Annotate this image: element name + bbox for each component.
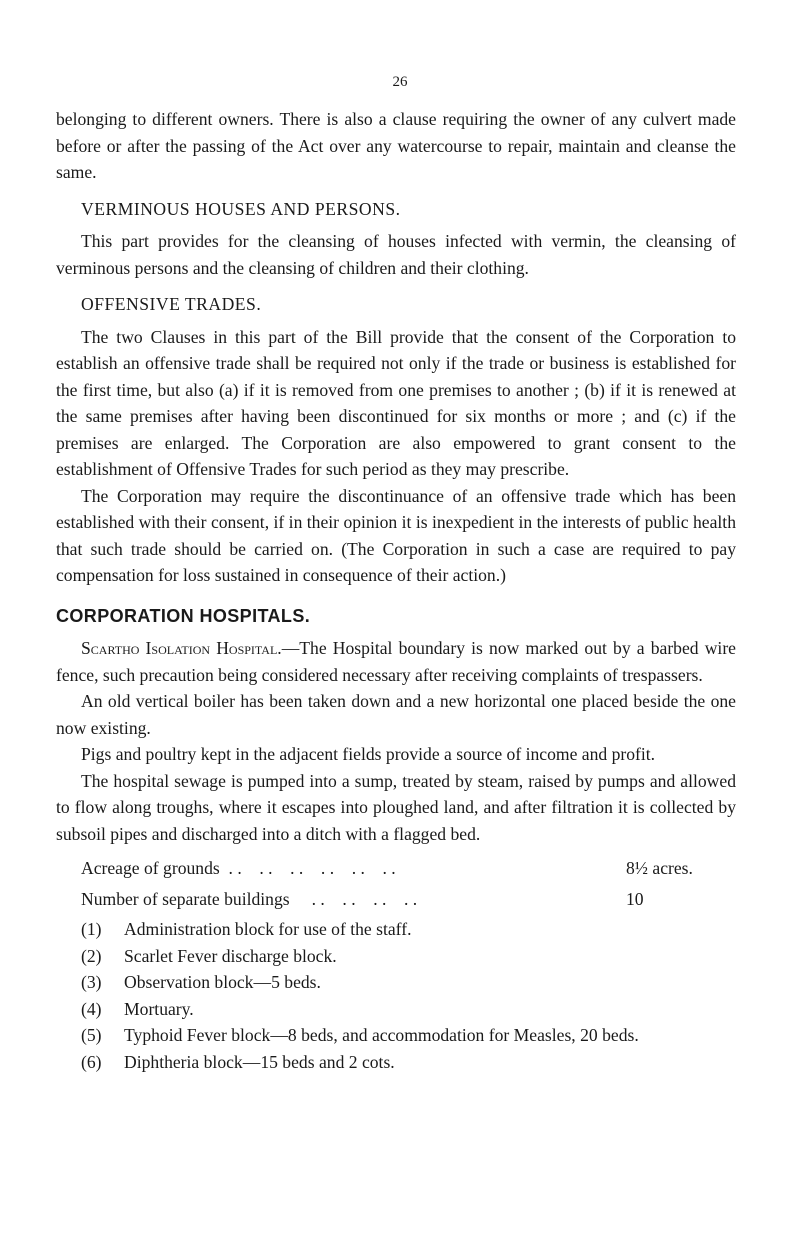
list-number: (1) bbox=[81, 919, 102, 939]
paragraph-boiler: An old vertical boiler has been taken down and a new horizontal one placed beside the one now existing. bbox=[56, 691, 736, 738]
list-number: (4) bbox=[81, 998, 102, 1019]
paragraph-offensive-consent: The two Clauses in this part of the Bill provide that the consent of the Corporation to establish an offensive trade shall be required not only if the trade or business is established for the first time, but also (a) if it is removed from one premises to another ; (b) if it is renewed at the same premises after having been discontinued for six months or more ; and (c) if the premises are enlarged. The Corporation are also empowered to grant consent to the establishment of Offensive Trades for such period as they may prescribe. bbox=[56, 326, 736, 479]
stat-value: 10 bbox=[626, 888, 644, 909]
page-number: 26 bbox=[392, 74, 408, 90]
list-number: (5) bbox=[81, 1025, 102, 1045]
paragraph-pigs-poultry: Pigs and poultry kept in the adjacent fields provide a source of income and profit. bbox=[81, 744, 656, 764]
page-content bbox=[56, 106, 736, 1075]
hospital-boundary-text: —The Hospital boundary is now marked out by a barbed wire fence, such precaution being considered necessary after receiving complaints of trespassers. bbox=[56, 638, 736, 685]
list-text: Mortuary. bbox=[124, 998, 194, 1019]
list-number: (6) bbox=[81, 1051, 102, 1072]
list-item bbox=[81, 1049, 736, 1076]
paragraph-culvert: belonging to different owners. There is also a clause requiring the owner of any culvert made before or after the passing of the Act over any watercourse to repair, maintain and cleanse the same. bbox=[56, 109, 736, 182]
list-text: Diphtheria block—15 beds and 2 cots. bbox=[124, 1051, 395, 1072]
hospital-name: Scartho Isolation Hospital. bbox=[81, 638, 282, 658]
list-number: (3) bbox=[81, 972, 102, 992]
paragraph-sewage: The hospital sewage is pumped into a sump, treated by steam, raised by pumps and allowed to flow along troughs, where it escapes into ploughed land, and after filtration it is collected by subsoil pipes and discharged into a ditch with a flagged bed. bbox=[56, 770, 736, 844]
list-text: Scarlet Fever discharge block. bbox=[124, 945, 337, 966]
list-item bbox=[81, 1022, 736, 1049]
list-item bbox=[81, 916, 736, 943]
list-item bbox=[81, 996, 736, 1023]
heading-verminous-houses: VERMINOUS HOUSES AND PERSONS. bbox=[81, 198, 401, 219]
list-text: Typhoid Fever block—8 beds, and accommodation for Measles, 20 beds. bbox=[124, 1025, 639, 1045]
list-number: (2) bbox=[81, 945, 102, 966]
heading-corporation-hospitals: CORPORATION HOSPITALS. bbox=[56, 605, 311, 626]
heading-offensive-trades: OFFENSIVE TRADES. bbox=[81, 294, 262, 314]
list-text: Observation block—5 beds. bbox=[124, 972, 321, 992]
stat-label: Number of separate buildings . . . . . . . . bbox=[81, 888, 418, 909]
paragraph-hospital-boundary bbox=[56, 635, 736, 688]
paragraph-offensive-discontinuance: The Corporation may require the discontinuance of an offensive trade which has been established with their consent, if in their opinion it is inexpedient in the interests of public health that such trade should be carried on. (The Corporation in such a case are required to pay compensation for loss sustained in consequence of their action.) bbox=[56, 485, 736, 585]
list-text: Administration block for use of the staff. bbox=[124, 919, 412, 939]
stat-buildings bbox=[56, 886, 736, 913]
paragraph-verminous: This part provides for the cleansing of houses infected with vermin, the cleansing of verminous persons and the cleansing of children and their clothing. bbox=[56, 231, 736, 278]
buildings-list bbox=[56, 916, 736, 1075]
list-item bbox=[81, 969, 736, 996]
stat-acreage bbox=[56, 855, 736, 882]
stat-value: 8½ acres. bbox=[626, 858, 693, 878]
list-item bbox=[81, 943, 736, 970]
stat-label: Acreage of grounds . . . . . . . . . . . . bbox=[81, 858, 396, 878]
